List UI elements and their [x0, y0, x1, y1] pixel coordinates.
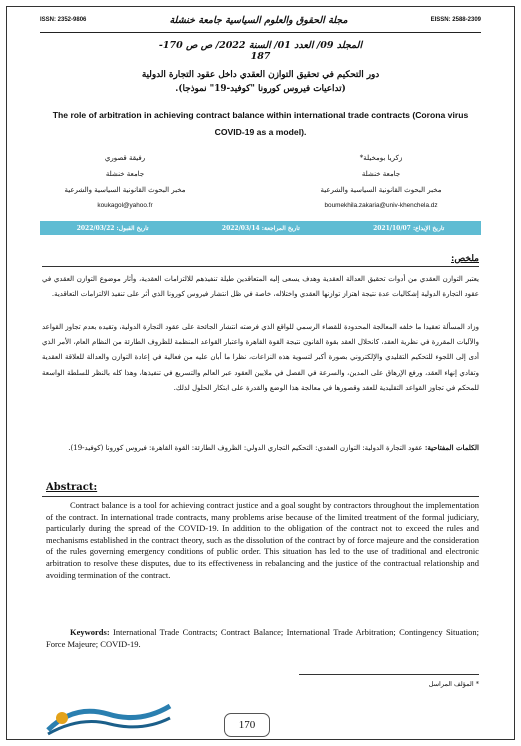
- author-name: رفيقة قصوري: [104, 154, 146, 162]
- author-lab: مخبر البحوث القانونية السياسية والشرعية: [64, 186, 186, 194]
- university-logo: [44, 700, 174, 736]
- arabic-title: [30, 68, 491, 96]
- arabic-keywords: [42, 440, 479, 456]
- journal-title: مجلة الحقوق والعلوم السياسية جامعة خنشلة: [169, 14, 348, 26]
- journal-header: [40, 8, 481, 32]
- page-number: 170: [224, 713, 270, 737]
- arabic-abstract-heading: ملخص:: [451, 254, 479, 264]
- footnote: * المؤلف المراسل: [428, 680, 479, 688]
- date-accept: تاريخ القبول: 2022/03/22: [76, 224, 149, 232]
- english-keywords: [46, 627, 479, 650]
- english-title: The role of arbitration in achieving contract balance within international trade contracts (Corona virus COVID-19 as a model).: [52, 110, 469, 137]
- author-lab: مخبر البحوث القانونية السياسية والشرعية: [320, 186, 442, 194]
- english-abstract-heading: Abstract:: [46, 482, 98, 493]
- author-name: زكريا بومخيلة*: [359, 154, 403, 162]
- dates-bar: [40, 221, 481, 235]
- english-keywords-text: International Trade Contracts; Contract Balance; International Trade Arbitration; Contingency Situation; Force Majeure; COVID-19.: [46, 627, 480, 649]
- author-1: [281, 150, 481, 214]
- english-abstract-rule: [42, 496, 479, 497]
- author-email[interactable]: koukagol@yahoo.fr: [97, 202, 153, 209]
- english-keywords-label: Keywords:: [70, 627, 110, 637]
- arabic-keywords-label: الكلمات المفتاحية:: [424, 443, 479, 452]
- date-review: تاريخ المراجعة: 2022/03/14: [221, 224, 300, 232]
- arabic-abstract-p2: وزاد المسألة تعقيدا ما خلفه المعالجة المحدودة للقضاء الرسمي للواقع الذي فرضته انتشار الجائحة على عقود التجارة الدولية، وتقيده بعدم تجاوز القواعد والآليات المقررة في نظرية العقد، كانحلال العقد بقوة القانون نتيجة القوة القاهرة واعتبار القواعد المنظمة للظروف الطارئة من النظام العام، الأمر الذي أدى إلى اللجوء للتحكيم التقليدي والإلكتروني بصورة أكبر لتسوية هذه النزاعات، نظرا ما أبان عليه من فعالية في إعادة التوازن والعدالة للعلاقة العقدية وتفادي إنهاء العقد، ورفع الإرهاق على المدين، والسرعة في الفصل في ملايين العقود عبر العالم والتسريع في تنفيذها، وهذا كله بالنظر للسلطة الواسعة للمحكم في تجاوز القواعد التقليدية للعقد وقصورها في معالجة هذا الوضع والقدرة على ابتكار الحلول لذلك.: [42, 323, 479, 392]
- author-email[interactable]: boumekhila.zakaria@univ-khenchela.dz: [324, 202, 438, 209]
- eissn: EISSN: 2588-2309: [430, 17, 481, 23]
- author-university: جامعة خنشلة: [105, 170, 145, 178]
- volume-line: المجلد 09/ العدد 01/ السنة 2022/ ص ص 170-187: [158, 40, 363, 62]
- arabic-keywords-text: عقود التجارة الدولية: التوازن العقدي: التحكيم التجاري الدولي: الظروف الطارئة: القوة القاهرة: فيروس كورونا (كوفيد-19).: [68, 444, 423, 452]
- arabic-title-line2: (تداعيات فيروس كورونا "كوفيد-19" نموذجا).: [175, 84, 346, 94]
- arabic-title-line1: دور التحكيم في تحقيق التوازن العقدي داخل عقود التجارة الدولية: [141, 70, 380, 80]
- author-university: جامعة خنشلة: [361, 170, 401, 178]
- header-rule: [40, 32, 481, 33]
- author-2: [40, 150, 210, 214]
- arabic-abstract-rule: [42, 266, 479, 267]
- issn: ISSN: 2352-9806: [40, 17, 87, 23]
- arabic-abstract-p1: يعتبر التوازن العقدي من أدوات تحقيق العدالة العقدية وهدف يسعى إليه المتعاقدين طيلة تنفيذهم للالتزامات العقدية، وأثار موضوع التوازن العقدي في عقود التجارة الدولية إشكاليات عدة نتيجة اهتزاز توازنها العقدي واختلاله، خاصة في ظل انتشار فيروس كورونا الذي أثر على تنفيذ الالتزامات التعاقدية.: [42, 275, 479, 299]
- date-sent: تاريخ الإيداع: 2021/10/07: [373, 224, 445, 232]
- footnote-rule: [299, 674, 479, 675]
- english-abstract-body: Contract balance is a tool for achieving contract justice and a goal sought by contractors throughout the implementation of the contract. In international trade contracts, many problems arise because of the limited treatment of the formal judiciary, particularly during the spread of the COVID-19. In addition to the obligation of the contract not to exceed the rules and mechanisms established in the contract theory, such as the dissolution of the contract by of force majeure and the consideration of the rules governing emergency conditions of public order. This situation has led to the use of traditional and electronic arbitration to resolve these disputes, due to its effectiveness in rebalancing and the justice of the contractual relationship and avoiding termination of the contract.: [46, 500, 479, 580]
